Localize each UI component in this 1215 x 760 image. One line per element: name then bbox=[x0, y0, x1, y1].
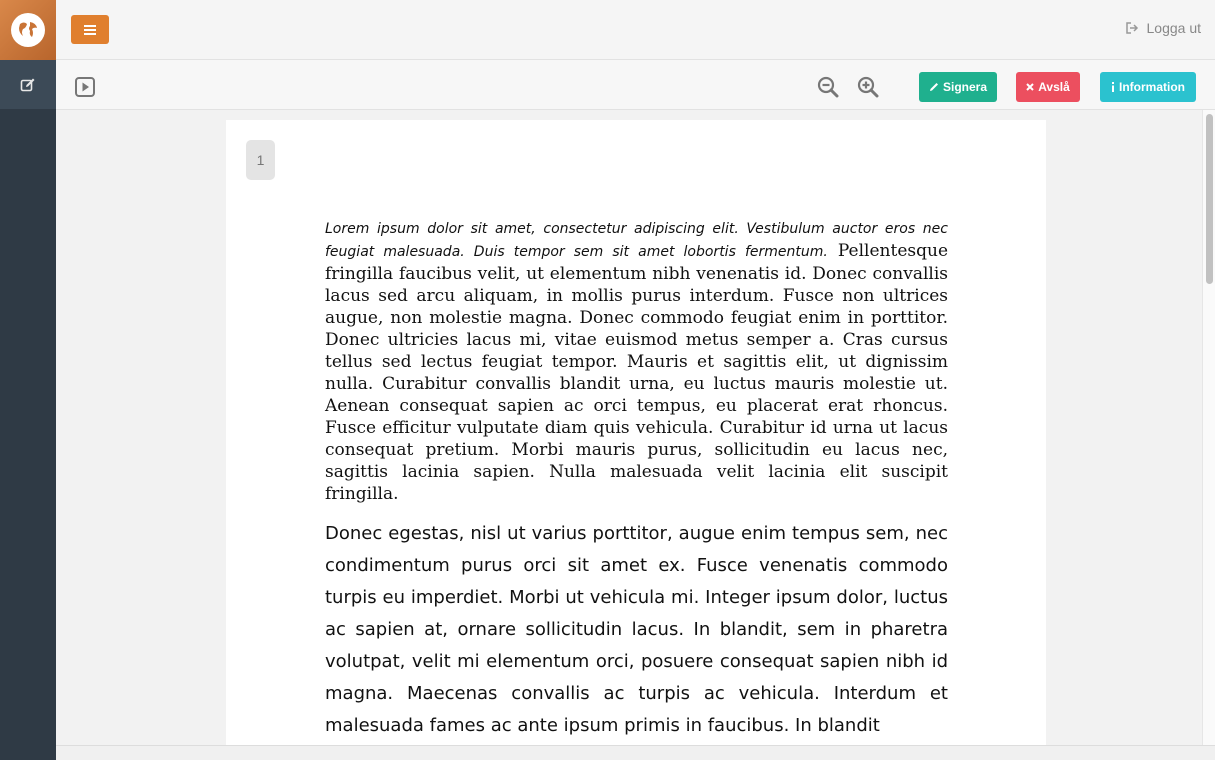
zoom-out-icon bbox=[817, 76, 839, 98]
reject-button[interactable] bbox=[1016, 72, 1080, 102]
info-icon bbox=[1111, 82, 1115, 92]
paragraph-2: Donec egestas, nisl ut varius porttitor, augue enim tempus sem, nec condimentum purus orci sit amet ex. Fusce venenatis commodo turpis eu imperdiet. Morbi ut vehicula mi. Integer ipsum dolor, luctus ac sapien at, ornare sollicitudin lacus. In blandit, sem in pharetra volutpat, velit mi elementum orci, posuere consequat sapien nibh id magna. Maecenas convallis ac turpis ac vehicula. Interdum et malesuada fames ac ante ipsum primis in faucibus. In blandit bbox=[325, 523, 948, 736]
hamburger-icon bbox=[84, 25, 96, 35]
play-button[interactable] bbox=[75, 77, 95, 102]
logout-label: Logga ut bbox=[1146, 20, 1201, 36]
sidebar bbox=[0, 0, 56, 760]
reject-button-label: Avslå bbox=[1038, 80, 1070, 94]
zoom-out-button[interactable] bbox=[817, 76, 839, 103]
globe-icon bbox=[11, 13, 45, 47]
information-button-label: Information bbox=[1119, 80, 1185, 94]
sidebar-item-edit[interactable] bbox=[0, 60, 56, 109]
vertical-scrollbar[interactable] bbox=[1202, 110, 1215, 745]
sign-button-label: Signera bbox=[942, 80, 987, 94]
horizontal-scrollbar[interactable] bbox=[56, 745, 1215, 760]
app-logo[interactable] bbox=[0, 0, 56, 60]
scrollbar-thumb[interactable] bbox=[1206, 114, 1213, 284]
sign-out-icon bbox=[1125, 22, 1139, 34]
zoom-in-icon bbox=[857, 76, 879, 98]
top-navbar bbox=[56, 0, 1215, 60]
page-number-badge: 1 bbox=[246, 140, 275, 180]
zoom-in-button[interactable] bbox=[857, 76, 879, 103]
edit-icon bbox=[20, 77, 36, 93]
paragraph-1 bbox=[325, 217, 948, 505]
paragraph-1-script-text: Lorem ipsum dolor sit amet, consectetur adipiscing elit. Vestibulum auctor eros nec feugiat malesuada. Duis tempor sem sit amet lobortis fermentum. bbox=[325, 221, 948, 260]
information-button[interactable] bbox=[1100, 72, 1196, 102]
paragraph-1-serif-text: Pellentesque fringilla faucibus velit, ut elementum nibh venenatis id. Donec convallis lacus sed arcu aliquam, in mollis purus interdum. Fusce non ultrices augue, non molestie magna. Donec commodo feugiat enim in porttitor. Donec ultricies lacus mi, vitae euismod metus semper a. Cras cursus tellus sed lectus feugiat tempor. Mauris et sagittis elit, ut dignissim nulla. Curabitur convallis blandit urna, eu luctus mauris molestie ut. Aenean consequat sapien ac orci tempus, eu placerat erat rhoncus. Fusce efficitur vulputate diam quis vehicula. Curabitur id urna ut lacus consequat pretium. Morbi mauris purus, sollicitudin eu lacus nec, sagittis lacinia sapien. Nulla malesuada velit lacinia elit suscipit fringilla. bbox=[325, 241, 949, 504]
document-page bbox=[226, 120, 1046, 760]
close-icon bbox=[1026, 83, 1034, 91]
document-viewer bbox=[56, 110, 1202, 760]
sign-button[interactable] bbox=[919, 72, 997, 102]
menu-toggle-button[interactable] bbox=[71, 15, 109, 44]
play-icon bbox=[75, 77, 95, 97]
pencil-icon bbox=[929, 82, 939, 92]
document-toolbar bbox=[56, 60, 1215, 110]
logout-link[interactable] bbox=[1125, 20, 1202, 36]
